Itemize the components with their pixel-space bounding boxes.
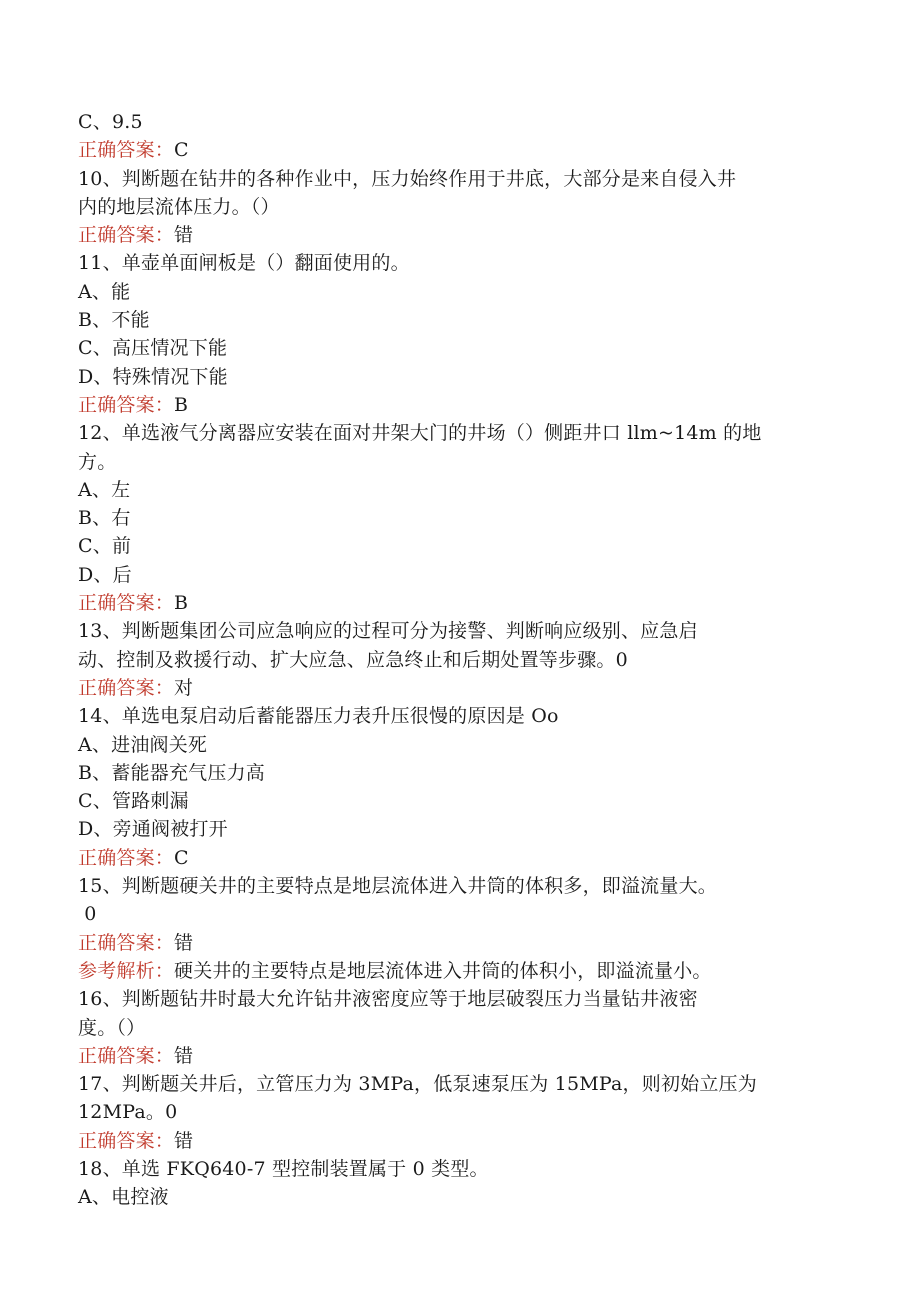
answer-value: C <box>174 139 189 162</box>
analysis-line <box>78 957 838 985</box>
answer-line <box>78 844 838 872</box>
option-line: A、进油阀关死 <box>78 733 208 756</box>
answer-line <box>78 589 838 617</box>
answer-label: 正确答案： <box>78 224 175 247</box>
option-line: B、不能 <box>78 309 150 332</box>
answer-value: B <box>174 393 189 416</box>
question-line: 方。 <box>78 450 117 473</box>
answer-label: 正确答案： <box>78 846 175 869</box>
option-line: B、右 <box>78 507 131 530</box>
question-line: 内的地层流体压力。（） <box>78 195 280 218</box>
answer-line <box>78 1042 838 1070</box>
answer-value: 错 <box>174 224 194 247</box>
option-line: D、特殊情况下能 <box>78 365 228 388</box>
question-line: 15、判断题硬关井的主要特点是地层流体进入井筒的体积多，即溢流量大。 <box>78 875 717 898</box>
option-line: B、蓄能器充气压力高 <box>78 761 265 784</box>
question-line: 12MPa。0 <box>78 1101 178 1124</box>
answer-label: 正确答案： <box>78 393 175 416</box>
answer-line <box>78 221 838 249</box>
answer-line <box>78 1127 838 1155</box>
question-line: 17、判断题关井后，立管压力为 3MPa，低泵速泵压为 15MPa，则初始立压为 <box>78 1073 757 1096</box>
question-line: 14、单选电泵启动后蓄能器压力表升压很慢的原因是 Oo <box>78 705 559 728</box>
answer-label: 正确答案： <box>78 139 175 162</box>
answer-label: 正确答案： <box>78 1129 175 1152</box>
answer-value: 错 <box>174 1044 194 1067</box>
question-line: 10、判断题在钻井的各种作业中，压力始终作用于井底，大部分是来自侵入井 <box>78 167 737 190</box>
option-line: C、管路刺漏 <box>78 790 189 813</box>
analysis-label: 参考解析： <box>78 959 175 982</box>
answer-value: 错 <box>174 931 194 954</box>
option-line: D、旁通阀被打开 <box>78 818 228 841</box>
answer-label: 正确答案： <box>78 676 175 699</box>
question-line: 度。（） <box>78 1016 146 1039</box>
question-line: 动、控制及救援行动、扩大应急、应急终止和后期处置等步骤。0 <box>78 648 628 671</box>
answer-label: 正确答案： <box>78 592 175 615</box>
answer-line <box>78 929 838 957</box>
question-line: 0 <box>78 903 97 926</box>
answer-value: B <box>174 592 189 615</box>
option-line: C、高压情况下能 <box>78 337 228 360</box>
question-line: 11、单壶单面闸板是（）翻面使用的。 <box>78 252 410 275</box>
analysis-value: 硬关井的主要特点是地层流体进入井筒的体积小，即溢流量小。 <box>174 959 712 982</box>
answer-line <box>78 136 838 164</box>
answer-value: 错 <box>174 1129 194 1152</box>
option-line: C、9.5 <box>78 111 143 133</box>
answer-label: 正确答案： <box>78 931 175 954</box>
question-line: 16、判断题钻井时最大允许钻井液密度应等于地层破裂压力当量钻井液密 <box>78 988 698 1011</box>
question-line: 18、单选 FKQ640-7 型控制装置属于 0 类型。 <box>78 1157 489 1180</box>
option-line: C、前 <box>78 535 132 558</box>
answer-line <box>78 391 838 419</box>
question-line: 13、判断题集团公司应急响应的过程可分为接警、判断响应级别、应急启 <box>78 620 698 643</box>
answer-value: C <box>174 846 189 869</box>
answer-label: 正确答案： <box>78 1044 175 1067</box>
option-line: A、电控液 <box>78 1186 169 1209</box>
document-page <box>78 108 838 1212</box>
option-line: D、后 <box>78 563 132 586</box>
option-line: A、左 <box>78 478 131 501</box>
question-line: 12、单选液气分离器应安装在面对井架大门的井场（）侧距井口 llm~14m 的地 <box>78 422 762 445</box>
answer-line <box>78 674 838 702</box>
answer-value: 对 <box>174 676 194 699</box>
option-line: A、能 <box>78 280 131 303</box>
